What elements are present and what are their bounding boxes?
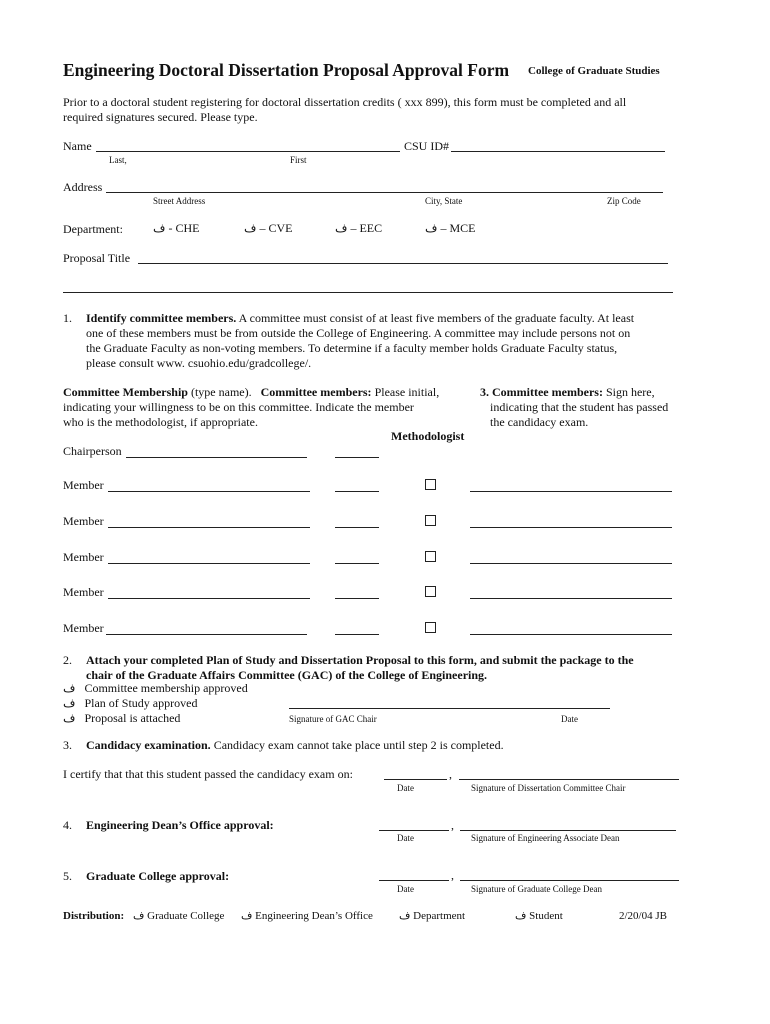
address-input-line[interactable] (106, 192, 663, 193)
member-name-line[interactable] (108, 491, 310, 492)
department-option-mce[interactable] (425, 221, 475, 236)
section-4-heading: Engineering Dean’s Office approval: (86, 818, 274, 832)
chairperson-initial-line[interactable] (335, 457, 379, 458)
dean-office-date-label: Date (397, 833, 414, 843)
department-option-label: – MCE (440, 221, 476, 235)
member-initial-line[interactable] (335, 527, 379, 528)
department-option-eec[interactable] (335, 221, 382, 236)
candidacy-date-label: Date (397, 783, 414, 793)
members-heading: Committee members: (260, 385, 372, 399)
checklist-item-committee[interactable] (63, 681, 248, 696)
member-signature-line[interactable] (470, 527, 672, 528)
section-1-line-1 (86, 311, 634, 326)
checkbox-glyph-icon: ف (241, 910, 253, 922)
last-name-hint: Last, (109, 155, 127, 165)
checklist-item-proposal[interactable] (63, 711, 180, 726)
member-name-line[interactable] (108, 563, 310, 564)
gac-signature-label: Signature of GAC Chair (289, 714, 377, 724)
section-1-number: 1. (63, 311, 72, 325)
checkbox-glyph-icon: ف (515, 910, 527, 922)
candidacy-date-line[interactable] (384, 779, 447, 780)
checkbox-glyph-icon: ف (63, 681, 76, 695)
section-2-number: 2. (63, 653, 72, 667)
name-label: Name (63, 139, 92, 153)
grad-college-date-label: Date (397, 884, 414, 894)
section-5-heading: Graduate College approval: (86, 869, 230, 883)
section-5-number: 5. (63, 869, 72, 883)
section-1-line-3: the Graduate Faculty as non-voting members. To determine if a faculty member holds Graduate Faculty status, (86, 341, 618, 355)
department-option-label: - CHE (168, 221, 200, 235)
csu-id-label: CSU ID# (404, 139, 450, 153)
grad-college-signature-line[interactable] (460, 880, 679, 881)
first-name-hint: First (290, 155, 307, 165)
distribution-student[interactable] (515, 909, 563, 922)
methodologist-checkbox[interactable] (425, 551, 436, 562)
checkbox-glyph-icon: ف (244, 221, 257, 235)
sign-line-3: the candidacy exam. (490, 415, 589, 429)
intro-line-2: required signatures secured. Please type. (63, 110, 258, 124)
proposal-title-input-line[interactable] (138, 263, 668, 264)
member-initial-line[interactable] (335, 634, 379, 635)
street-address-hint: Street Address (153, 196, 206, 206)
member-signature-line[interactable] (470, 491, 672, 492)
distribution-graduate-college[interactable] (133, 909, 224, 922)
section-3-heading: Candidacy examination. (86, 738, 211, 752)
proposal-title-continuation-line[interactable] (63, 292, 673, 293)
member-name-line[interactable] (108, 527, 310, 528)
methodologist-checkbox[interactable] (425, 515, 436, 526)
checklist-item-plan[interactable] (63, 696, 197, 711)
checklist-label: Proposal is attached (84, 711, 181, 725)
checklist-label: Committee membership approved (84, 681, 248, 695)
section-1-line-2: one of these members must be from outside the College of Engineering. A committee may include persons not on (86, 326, 631, 340)
grad-college-signature-label: Signature of Graduate College Dean (471, 884, 602, 894)
chairperson-label: Chairperson (63, 444, 122, 458)
grad-college-date-line[interactable] (379, 880, 449, 881)
checkbox-glyph-icon: ف (63, 696, 76, 710)
section-4-number: 4. (63, 818, 72, 832)
methodologist-header: Methodologist (391, 429, 465, 443)
checkbox-glyph-icon: ف (153, 221, 166, 235)
distribution-item-label: Student (529, 910, 563, 922)
distribution-item-label: Graduate College (147, 910, 225, 922)
checkbox-glyph-icon: ف (425, 221, 438, 235)
member-name-line[interactable] (108, 598, 310, 599)
member-signature-line[interactable] (470, 598, 672, 599)
member-label: Member (63, 550, 104, 564)
checklist-label: Plan of Study approved (84, 696, 198, 710)
member-name-line[interactable] (106, 634, 307, 635)
member-initial-line[interactable] (335, 598, 379, 599)
distribution-label: Distribution: (63, 910, 125, 922)
version-stamp: 2/20/04 JB (619, 910, 667, 922)
members-line-2: indicating your willingness to be on this committee. Indicate the member (63, 400, 414, 414)
comma-separator: , (451, 868, 454, 882)
proposal-title-label: Proposal Title (63, 251, 131, 265)
college-name: College of Graduate Studies (528, 65, 660, 77)
member-label: Member (63, 585, 104, 599)
member-signature-line[interactable] (470, 634, 672, 635)
methodologist-checkbox[interactable] (425, 622, 436, 633)
department-label: Department: (63, 222, 123, 236)
sign-text: Sign here, (605, 385, 655, 399)
section-1-heading: Identify committee members. (86, 311, 237, 325)
distribution-department[interactable] (399, 909, 465, 922)
checkbox-glyph-icon: ف (399, 910, 411, 922)
section-2-line-2: chair of the Graduate Affairs Committee (GAC) of the College of Engineering. (86, 668, 488, 682)
membership-note: (type name). (190, 385, 252, 399)
methodologist-checkbox[interactable] (425, 479, 436, 490)
members-line-3: who is the methodologist, if appropriate. (63, 415, 258, 429)
sign-line-2: indicating that the student has passed (490, 400, 669, 414)
comma-separator: , (449, 767, 452, 781)
zip-code-hint: Zip Code (607, 196, 641, 206)
checkbox-glyph-icon: ف (335, 221, 348, 235)
comma-separator: , (451, 818, 454, 832)
section-3-line (86, 738, 504, 753)
address-label: Address (63, 180, 103, 194)
sign-heading: 3. Committee members: (480, 385, 603, 399)
csu-id-input-line[interactable] (451, 151, 665, 152)
checkbox-glyph-icon: ف (63, 711, 76, 725)
membership-heading: Committee Membership (63, 385, 188, 399)
name-input-line[interactable] (96, 151, 400, 152)
members-text: Please initial, (374, 385, 440, 399)
gac-date-label: Date (561, 714, 578, 724)
candidacy-signature-line[interactable] (459, 779, 679, 780)
member-signature-line[interactable] (470, 563, 672, 564)
member-initial-line[interactable] (335, 563, 379, 564)
section-2-line-1: Attach your completed Plan of Study and Dissertation Proposal to this form, and submit the package to the (86, 653, 634, 667)
checkbox-glyph-icon: ف (133, 910, 145, 922)
city-state-hint: City, State (425, 196, 463, 206)
member-label: Member (63, 621, 104, 635)
distribution-engineering-dean[interactable] (241, 909, 373, 922)
dean-office-date-line[interactable] (379, 830, 449, 831)
department-option-label: – CVE (259, 221, 293, 235)
dean-office-signature-line[interactable] (460, 830, 676, 831)
member-initial-line[interactable] (335, 491, 379, 492)
section-3-number: 3. (63, 738, 72, 752)
department-option-cve[interactable] (244, 221, 292, 236)
intro-line-1: Prior to a doctoral student registering for doctoral dissertation credits ( xxx 899), this form must be completed and all (63, 95, 627, 109)
candidacy-signature-label: Signature of Dissertation Committee Chair (471, 783, 626, 793)
member-label: Member (63, 514, 104, 528)
methodologist-checkbox[interactable] (425, 586, 436, 597)
member-label: Member (63, 478, 104, 492)
department-option-che[interactable] (153, 221, 199, 236)
chairperson-name-line[interactable] (126, 457, 307, 458)
department-option-label: – EEC (350, 221, 383, 235)
distribution-item-label: Engineering Dean’s Office (255, 910, 373, 922)
dean-office-signature-label: Signature of Engineering Associate Dean (471, 833, 620, 843)
section-1-line-4: please consult www. csuohio.edu/gradcollege/. (86, 356, 312, 370)
section-1-text: A committee must consist of at least five members of the graduate faculty. At least (238, 311, 635, 325)
gac-signature-line[interactable] (289, 708, 610, 709)
section-3-text: Candidacy exam cannot take place until step 2 is completed. (213, 738, 504, 752)
sign-header-line-1 (480, 385, 655, 400)
distribution-item-label: Department (413, 910, 466, 922)
page-title: Engineering Doctoral Dissertation Proposal Approval Form (63, 60, 510, 80)
committee-header-line-1 (63, 385, 439, 400)
certify-text: I certify that that this student passed the candidacy exam on: (63, 767, 353, 781)
